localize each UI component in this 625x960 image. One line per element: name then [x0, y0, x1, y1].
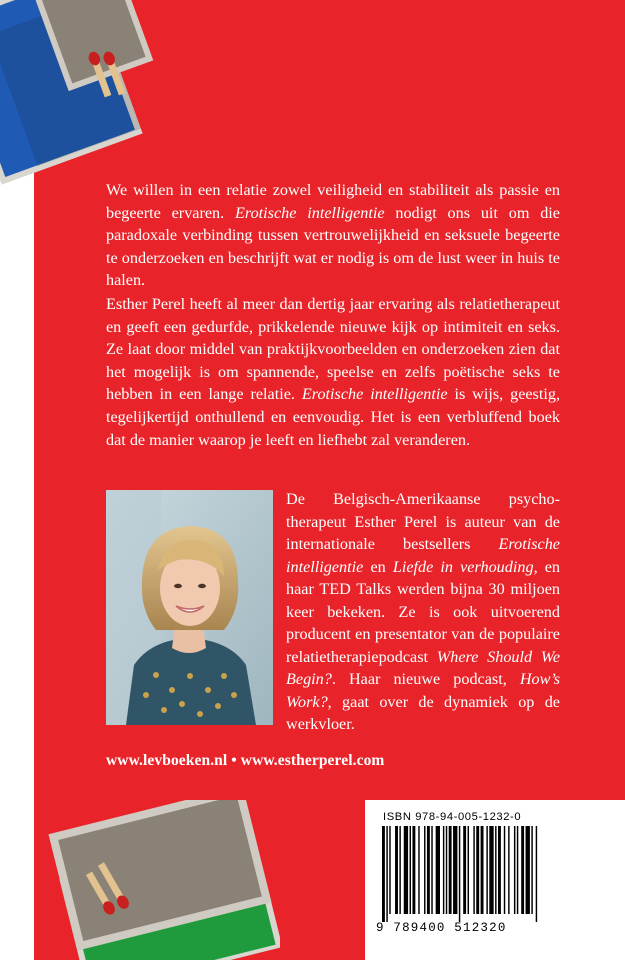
barcode-bar — [436, 826, 440, 914]
barcode-bar — [508, 826, 509, 914]
barcode-bar — [489, 826, 493, 914]
barcode-bar — [504, 826, 505, 914]
barcode-bar — [495, 826, 496, 914]
barcode-bar — [486, 826, 487, 914]
barcode-bar — [449, 826, 452, 914]
author-photo — [106, 490, 273, 725]
barcode-bar — [514, 826, 515, 914]
barcode-bar — [424, 826, 425, 914]
barcode-bar — [427, 826, 430, 914]
barcode-bar — [473, 826, 474, 914]
matchbox-blue-icon — [0, 0, 170, 190]
barcode-bar — [389, 826, 390, 914]
barcode-bar — [399, 826, 400, 914]
description-paragraph-2: Esther Perel heeft al meer dan dertig jaar ervaring als relatietherapeut en geeft een gedurfde, prikkelende nieuwe kijk op intimiteit en seks. Ze laat door middel van praktijkvoorbeelden en onderzoeken zien dat het mogelijk is om spannende, speelse en zelfs poëtische seks te hebben in een lange relatie. Erotische intelligentie is wijs, geestig, tegelijkertijd onthullend en eenvoudig. Het is een verbluffend boek dat de manier waarop je leeft en liefhebt zal veranderen. — [106, 295, 560, 449]
barcode-digits: 9 789400 512320 — [376, 921, 507, 935]
barcode-bar — [521, 826, 524, 914]
barcode-bar — [446, 826, 447, 914]
barcode-bar — [395, 826, 398, 914]
barcode-bar — [443, 826, 444, 914]
description-paragraph-1: We willen in een relatie zowel veiligheid en stabiliteit als passie en begeerte ervaren. Erotische intelligentie nodigt ons uit om die paradoxale verbinding tussen vertrouwelijkheid en seksuele begeerte te onderzoeken en beschrijft wat er nodig is om de lust weer in huis te halen. — [106, 181, 560, 290]
barcode-bar — [404, 826, 408, 914]
barcode-bar — [431, 826, 432, 914]
matchbox-green-icon — [40, 800, 280, 960]
barcode-bar — [386, 826, 387, 922]
barcode-bar — [498, 826, 501, 914]
barcode-bar — [412, 826, 415, 914]
barcode-bar — [410, 826, 411, 914]
book-title-italic: Erotische intelligentie — [301, 385, 448, 404]
barcode-bar — [463, 826, 466, 914]
barcode-bar — [459, 826, 460, 922]
barcode-bar — [526, 826, 530, 914]
barcode-bar — [531, 826, 532, 914]
barcode-bar — [536, 826, 537, 922]
barcode-bar — [468, 826, 469, 914]
book-title-italic: Erotische intelligentie — [235, 203, 385, 222]
website-links: www.levboeken.nl • www.estherperel.com — [106, 752, 385, 769]
barcode-bar — [382, 826, 385, 922]
barcode-bar — [453, 826, 457, 914]
author-bio: De Belgisch-Amerikaanse psychotherapeut Esther Perel is auteur van de internationale bestsellers Erotische intelligentie en Liefde in verhouding, en haar TED Talks werden bijna 30 miljoen keer bekeken. Ze is ook uitvoerend producent en presentator van de populaire relatietherapiepodcast Where Should We Begin?. Haar nieuwe podcast, How’s Work?, gaat over de dynamiek op de werkvloer. — [286, 490, 561, 733]
barcode-bar — [517, 826, 518, 914]
barcode-bar — [476, 826, 479, 914]
barcode-icon — [378, 826, 609, 926]
barcode-bar — [418, 826, 419, 914]
isbn-label: ISBN 978-94-005-1232-0 — [383, 811, 522, 823]
barcode-bar — [481, 826, 484, 914]
